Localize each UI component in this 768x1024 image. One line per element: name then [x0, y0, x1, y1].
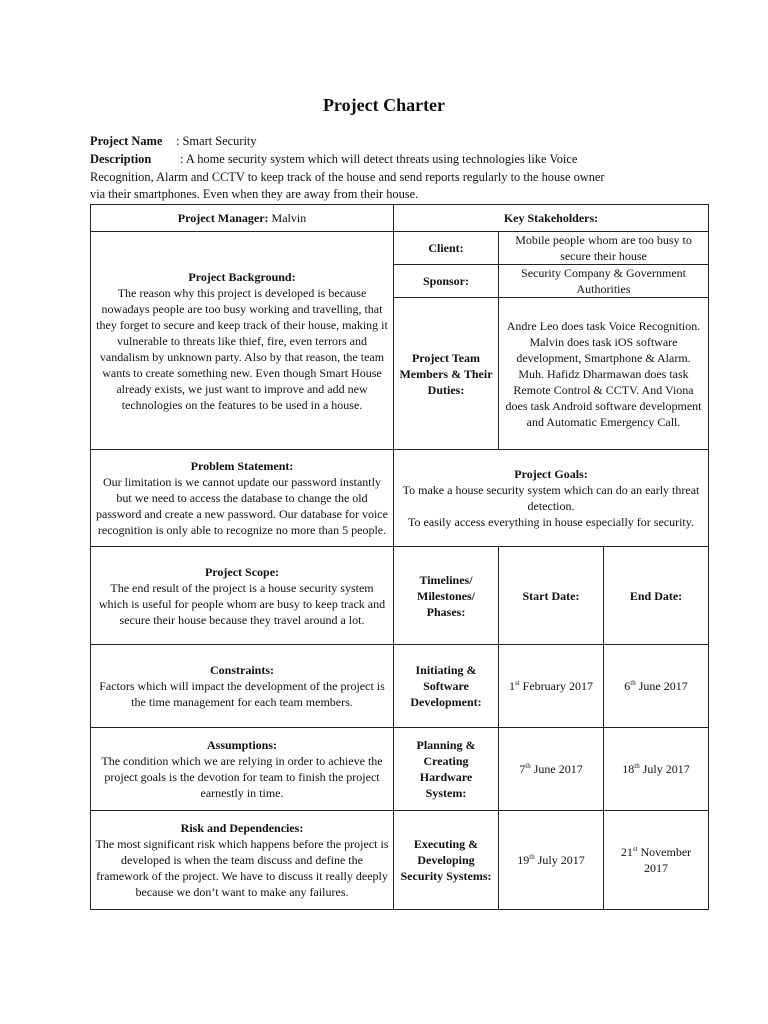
problem-statement-cell [91, 450, 394, 547]
description-text-3: via their smartphones. Even when they are away from their house. [90, 187, 419, 201]
assumptions-text: The condition which we are relying in order to achieve the project goals is the devotion for team to finish the project earnestly in time. [101, 754, 383, 800]
phase-3-name: Executing & Developing Security Systems: [394, 811, 499, 910]
phase-2-end-date: 18th July 2017 [604, 728, 709, 811]
project-goals-line-1: To make a house security system which can do an early threat detection. [402, 483, 700, 513]
description-label: Description [90, 152, 152, 166]
charter-table [90, 204, 709, 910]
project-goals-heading: Project Goals: [514, 467, 588, 481]
team-label: Project Team Members & Their Duties: [394, 298, 499, 450]
description-block [90, 151, 690, 204]
key-stakeholders-header: Key Stakeholders: [394, 205, 709, 232]
client-label: Client: [394, 232, 499, 265]
phase-1-end-date: 6th June 2017 [604, 645, 709, 728]
team-value: Andre Leo does task Voice Recognition. Malvin does task iOS software development, Smartphone & Alarm. Muh. Hafidz Dharmawan does task Remote Control & CCTV. And Viona does task Android software development and Automatic Emergency Call. [499, 298, 709, 450]
constraints-heading: Constraints: [209, 663, 274, 677]
phase-3-start-date: 19th July 2017 [499, 811, 604, 910]
risk-text: The most significant risk which happens before the project is developed is when the team discuss and define the framework of the project. We have to discuss it really deeply because we don’t want to make any failures. [95, 837, 389, 899]
constraints-cell [91, 645, 394, 728]
project-goals-cell [394, 450, 709, 547]
phase-1-name: Initiating & Software Development: [394, 645, 499, 728]
project-background-heading: Project Background: [188, 269, 296, 284]
project-background-text: The reason why this project is developed is because nowadays people are too busy working and travelling, that they forget to secure and keep track of their house, making it vulnerable to threats like thief, fire, even terrors and vandalism by unknown party. Also by that reason, the team wants to create something new. Even though Smart House already exists, we just want to improve and add new technologies on the features to be used in a house. [96, 285, 388, 412]
problem-statement-text: Our limitation is we cannot update our password instantly but we need to access the database to change the old password and create a new password. Our database for voice recognition is only able to recognize no more than 5 people. [96, 475, 388, 537]
table-row-header [91, 205, 709, 232]
sponsor-label: Sponsor: [394, 265, 499, 298]
description-line-1 [90, 151, 690, 169]
assumptions-cell [91, 728, 394, 811]
description-text-2: Recognition, Alarm and CCTV to keep track of the house and send reports regularly to the house owner [90, 169, 605, 184]
table-row-scope [91, 547, 709, 645]
table-row-client [91, 232, 709, 265]
project-scope-heading: Project Scope: [204, 564, 280, 579]
project-name-line [90, 133, 690, 151]
project-name-value: : Smart Security [176, 134, 257, 148]
project-manager-value: Malvin [268, 211, 307, 225]
project-scope-cell [91, 547, 394, 645]
phase-3-end-date: 21st November 2017 [604, 811, 709, 910]
phase-2-name: Planning & Creating Hardware System: [394, 728, 499, 811]
table-row-constraints [91, 645, 709, 728]
page-title: Project Charter [322, 95, 446, 115]
project-scope-text: The end result of the project is a house security system which is useful for people whom are busy to keep track and secure their house because they travel around a lot. [98, 580, 386, 627]
project-goals-line-2: To easily access everything in house especially for security. [408, 515, 694, 529]
table-row-assumptions [91, 728, 709, 811]
risk-heading: Risk and Dependencies: [180, 821, 304, 835]
problem-statement-heading: Problem Statement: [190, 459, 294, 473]
phase-1-start-date: 1st February 2017 [499, 645, 604, 728]
risk-cell [91, 811, 394, 910]
client-value: Mobile people whom are too busy to secure their house [499, 232, 709, 265]
table-row-risk [91, 811, 709, 910]
sponsor-value: Security Company & Government Authorities [499, 265, 709, 298]
project-background-cell [91, 232, 394, 450]
project-name-label: Project Name [90, 134, 163, 148]
project-manager-cell [91, 205, 394, 232]
timeline-header: Timelines/ Milestones/ Phases: [394, 547, 499, 645]
start-date-header: Start Date: [499, 547, 604, 645]
description-text-1: : A home security system which will detect threats using technologies like Voice [180, 152, 578, 166]
table-row-problem [91, 450, 709, 547]
end-date-header: End Date: [604, 547, 709, 645]
phase-2-start-date: 7th June 2017 [499, 728, 604, 811]
project-manager-label: Project Manager: [177, 211, 269, 225]
constraints-text: Factors which will impact the development of the project is the time management for each team members. [99, 679, 385, 709]
assumptions-heading: Assumptions: [206, 738, 278, 752]
